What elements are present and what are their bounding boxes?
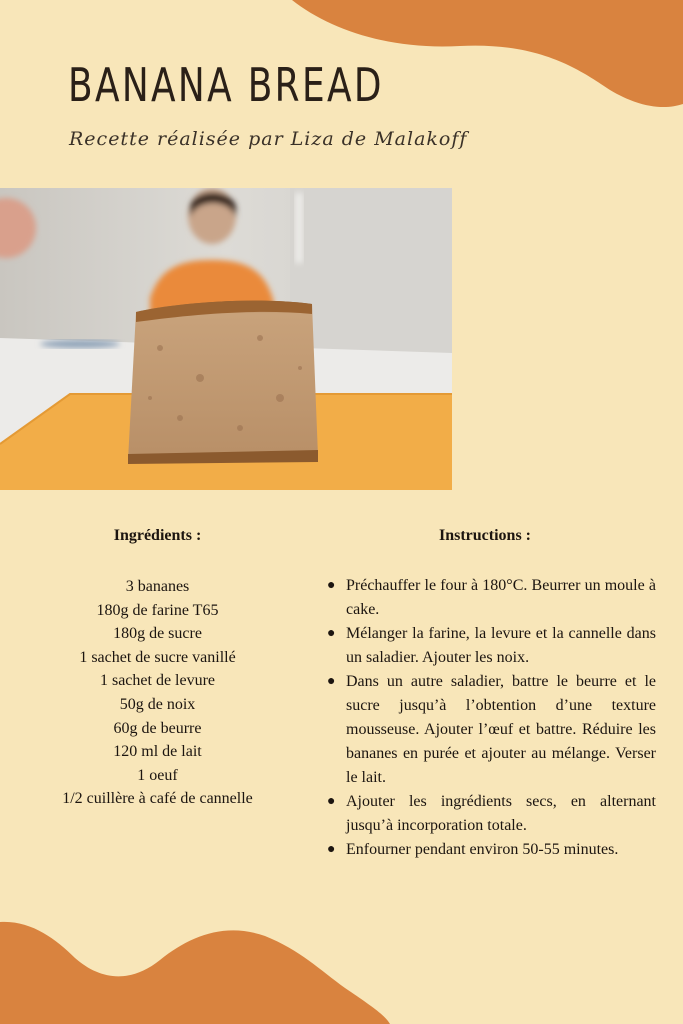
instruction-step-text: Mélanger la farine, la levure et la cannelle dans un saladier. Ajouter les noix. bbox=[346, 625, 656, 666]
recipe-author-subtitle: Recette réalisée par Liza de Malakoff bbox=[69, 128, 468, 150]
ingredient-item: 60g de beurre bbox=[113, 719, 202, 737]
instruction-step bbox=[327, 622, 656, 670]
instruction-step bbox=[327, 838, 656, 862]
decorative-bottom-blob bbox=[0, 900, 683, 1024]
instruction-step-text: Dans un autre saladier, battre le beurre et le sucre jusqu’à l’obtention d’une texture mousseuse. Ajouter l’œuf et battre. Réduire les bananes en purée et ajouter au mélange. Verser le lait. bbox=[346, 673, 656, 786]
ingredient-item: 50g de noix bbox=[119, 695, 196, 713]
ingredient-item: 3 bananes bbox=[125, 578, 190, 595]
bullet-icon: ● bbox=[327, 842, 336, 857]
bullet-icon: ● bbox=[327, 674, 336, 689]
instruction-step bbox=[327, 670, 656, 790]
ingredient-item: 1 oeuf bbox=[137, 766, 178, 784]
instruction-step bbox=[327, 790, 656, 838]
ingredient-item: 1 sachet de levure bbox=[99, 672, 216, 690]
recipe-title: BANANA BREAD bbox=[68, 58, 384, 112]
ingredients-list bbox=[20, 575, 295, 811]
bullet-icon: ● bbox=[327, 578, 336, 593]
ingredients-heading: Ingrédients : bbox=[113, 527, 202, 544]
ingredient-item: 180g de sucre bbox=[113, 625, 202, 643]
bullet-icon: ● bbox=[327, 794, 336, 809]
instructions-list bbox=[327, 574, 656, 862]
instructions-heading: Instructions : bbox=[438, 527, 531, 544]
ingredient-item: 1 sachet de sucre vanillé bbox=[79, 648, 236, 666]
instruction-step-text: Ajouter les ingrédients secs, en alternant jusqu’à incorporation totale. bbox=[346, 793, 656, 834]
ingredient-item: 180g de farine T65 bbox=[96, 601, 219, 619]
ingredient-item: 1/2 cuillère à café de cannelle bbox=[62, 790, 253, 808]
banana-bread-photo bbox=[0, 188, 452, 490]
bullet-icon: ● bbox=[327, 626, 336, 641]
instruction-step bbox=[327, 574, 656, 622]
ingredient-item: 120 ml de lait bbox=[113, 743, 202, 761]
instruction-step-text: Préchauffer le four à 180°C. Beurrer un moule à cake. bbox=[346, 577, 656, 618]
instruction-step-text: Enfourner pendant environ 50-55 minutes. bbox=[346, 841, 619, 858]
